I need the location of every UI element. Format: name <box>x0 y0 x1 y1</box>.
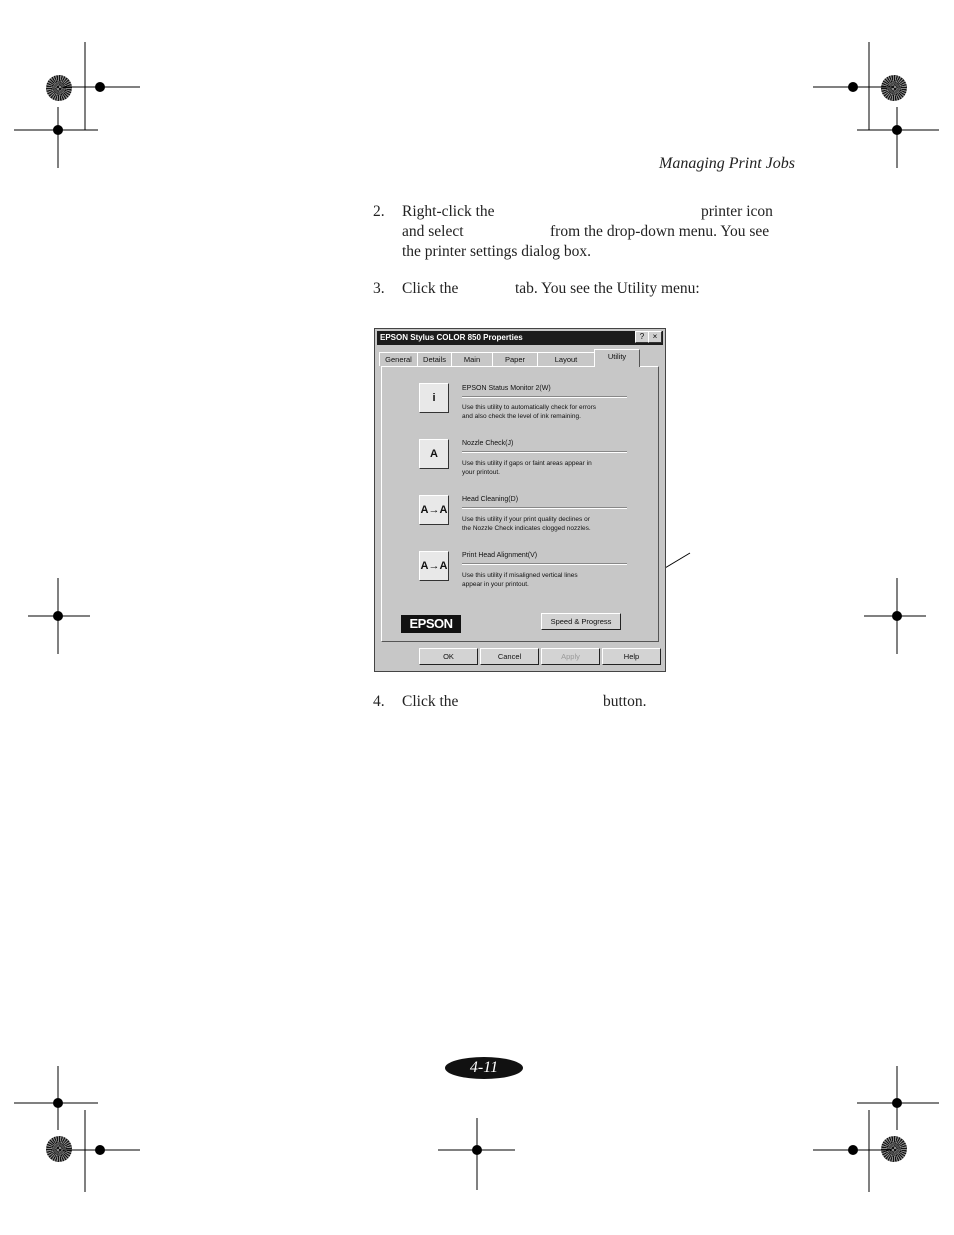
step-text: the printer settings dialog box. <box>402 243 591 260</box>
step-text: button. <box>603 693 647 710</box>
tab-paper[interactable]: Paper <box>492 352 538 366</box>
help-title-button[interactable]: ? <box>635 331 649 343</box>
printer-properties-dialog <box>374 328 666 672</box>
utility-panel <box>381 366 659 642</box>
apply-button[interactable]: Apply <box>541 648 600 665</box>
nozzle-check-button[interactable]: A <box>419 439 449 469</box>
tab-main[interactable]: Main <box>451 352 493 366</box>
ok-button[interactable]: OK <box>419 648 478 665</box>
cancel-button[interactable]: Cancel <box>480 648 539 665</box>
step-text: printer icon <box>701 203 773 220</box>
status-monitor-button[interactable]: i <box>419 383 449 413</box>
page-number: 4-11 <box>445 1057 523 1079</box>
utility-desc: Use this utility if gaps or faint areas appear in <box>462 460 592 467</box>
tab-general[interactable]: General <box>379 352 418 366</box>
step-number: 4. <box>373 693 385 710</box>
step-text: tab. You see the Utility menu: <box>515 280 700 297</box>
step-text: and select <box>402 223 464 240</box>
step-number: 3. <box>373 280 385 297</box>
speed-progress-button[interactable]: Speed & Progress <box>541 613 621 630</box>
head-alignment-button[interactable]: A→A <box>419 551 449 581</box>
step-4 <box>373 692 793 712</box>
utility-title: Nozzle Check(J) <box>462 440 514 447</box>
step-text: Click the <box>402 280 459 297</box>
utility-desc: Use this utility if your print quality declines or <box>462 516 590 523</box>
running-head: Managing Print Jobs <box>659 155 795 172</box>
utility-divider <box>462 563 627 565</box>
utility-desc: and also check the level of ink remaining. <box>462 413 581 420</box>
help-button[interactable]: Help <box>602 648 661 665</box>
utility-desc: appear in your printout. <box>462 581 529 588</box>
utility-title: Print Head Alignment(V) <box>462 552 538 559</box>
head-cleaning-button[interactable]: A→A <box>419 495 449 525</box>
step-3 <box>373 279 793 299</box>
tab-utility[interactable]: Utility <box>594 349 640 367</box>
utility-divider <box>462 507 627 509</box>
utility-desc: Use this utility if misaligned vertical lines <box>462 572 578 579</box>
close-title-button[interactable]: × <box>648 331 662 343</box>
step-text: from the drop-down menu. You see <box>550 223 770 240</box>
step-text: Click the <box>402 693 459 710</box>
utility-divider <box>462 396 627 398</box>
dialog-title: EPSON Stylus COLOR 850 Properties <box>377 331 663 345</box>
tab-layout[interactable]: Layout <box>537 352 595 366</box>
utility-title: EPSON Status Monitor 2(W) <box>462 385 551 392</box>
step-number: 2. <box>373 203 385 220</box>
utility-desc: your printout. <box>462 469 500 476</box>
utility-title: Head Cleaning(D) <box>462 496 519 503</box>
step-text: Right-click the <box>402 203 495 220</box>
utility-desc: the Nozzle Check indicates clogged nozzles. <box>462 525 591 532</box>
epson-logo: EPSON <box>401 615 461 633</box>
utility-desc: Use this utility to automatically check for errors <box>462 404 597 411</box>
tab-details[interactable]: Details <box>417 352 452 366</box>
step-2 <box>373 202 793 262</box>
utility-divider <box>462 451 627 453</box>
